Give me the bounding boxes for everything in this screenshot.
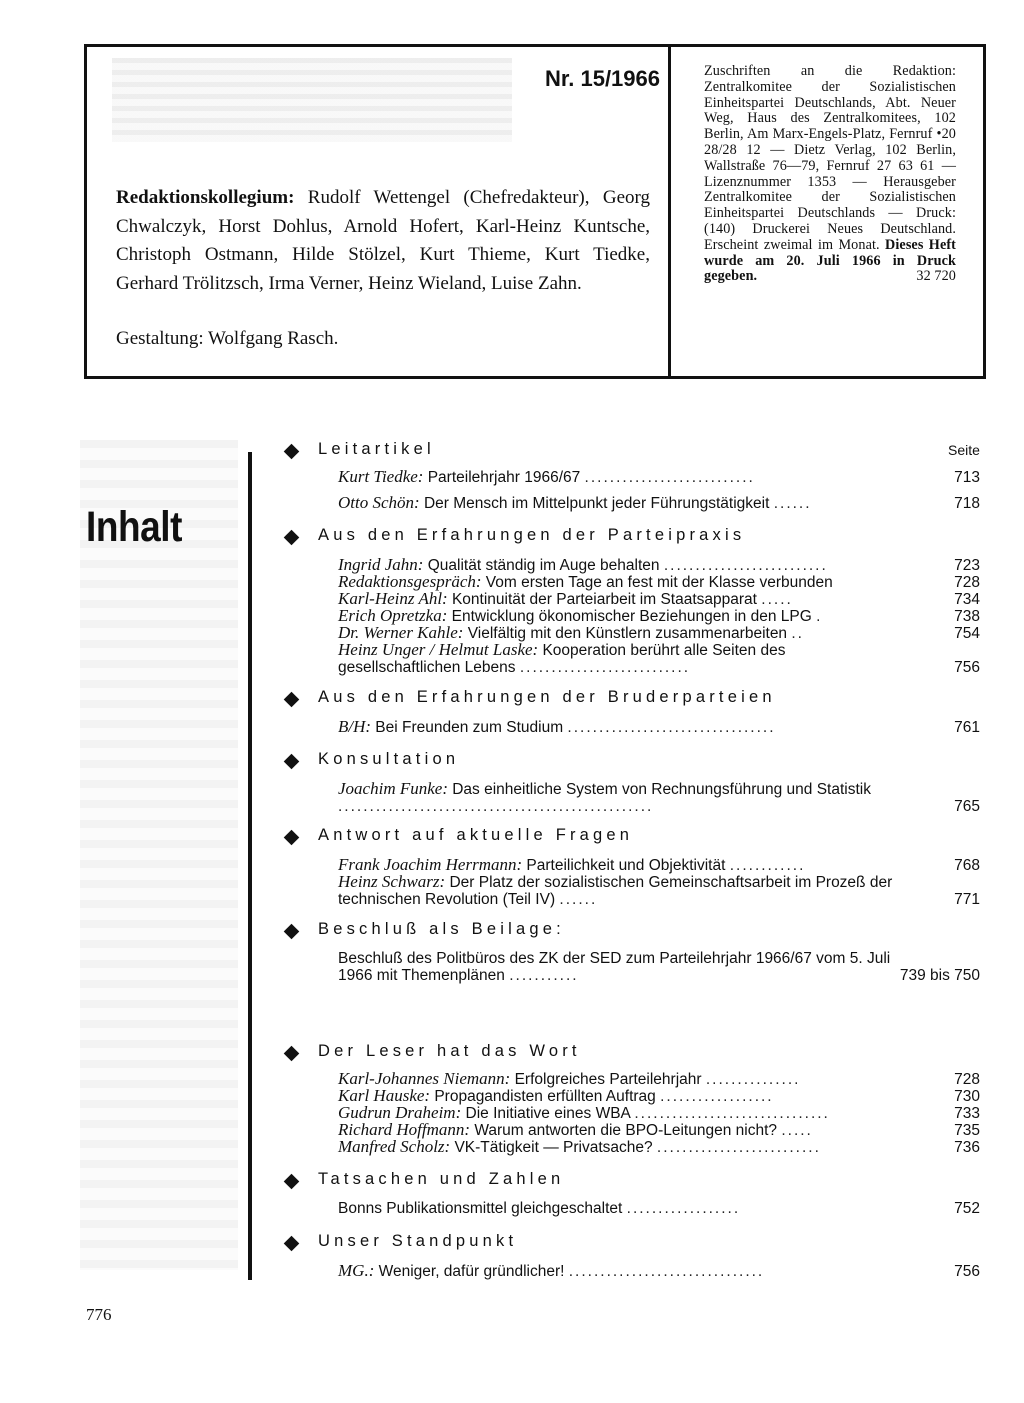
diamond-bullet-icon [284,830,300,846]
entry-page: 735 [954,1122,980,1139]
leader-dots: ...... [773,495,812,512]
entry-page: 754 [954,625,980,642]
editorial-board [116,184,650,298]
leader-dots: .................................................. [338,798,654,816]
leader-dots: ........... [509,967,579,985]
section-title: Tatsachen und Zahlen [318,1170,565,1188]
entry-title: Erfolgreiches Parteilehrjahr [514,1071,706,1088]
entry-title: VK-Tätigkeit — Privatsache? [454,1139,657,1156]
seite-label: Seite [948,442,980,458]
leader-dots: ................................. [567,719,776,736]
toc-entry[interactable] [338,467,980,486]
leader-dots: .. [791,625,804,642]
entry-title: Vom ersten Tage an fest mit der Klasse verbunden [485,574,833,591]
entry-author: B/H: [338,717,376,736]
entry-title: Entwicklung ökonomischer Beziehungen in den LPG [451,608,817,625]
entry-author: Dr. Werner Kahle: [338,623,468,642]
section-title: Aus den Erfahrungen der Bruderparteien [318,688,776,706]
diamond-bullet-icon [284,530,300,546]
diamond-bullet-icon [284,1046,300,1062]
entry-page: 771 [954,891,980,909]
diamond-bullet-icon [284,754,300,770]
entry-title: Weniger, dafür gründlicher! [378,1263,569,1280]
leader-dots: ............ [729,857,806,874]
editorial-names: Rudolf Wettengel (Chefredakteur), Georg Chwalczyk, Horst Dohlus, Arnold Hofert, Karl-Heinz Kuntsche, Christoph Ostmann, Hilde Stölzel, Kurt Thieme, Kurt Tiedke, Gerhard Trölitzsch, Irma Verner, Heinz Wieland, Luise Zahn. [116,187,650,294]
leader-dots: ............................... [634,1105,830,1122]
diamond-bullet-icon [284,1174,300,1190]
entry-title: Qualität ständig im Auge behalten [427,557,664,574]
toc-entry[interactable] [338,872,980,909]
entry-title: Das einheitliche System von Rechnungsführung und Statistik [452,781,871,798]
entry-author: Ingrid Jahn: [338,555,428,574]
leader-dots: .................. [626,1200,741,1217]
entry-page: 730 [954,1088,980,1105]
masthead-divider [668,44,671,379]
contact-print-date: Dieses Heft wurde am 20. Juli 1966 in Druck gegeben. [704,236,956,285]
toc-entry[interactable] [338,493,980,512]
entry-page: 728 [954,1071,980,1088]
entry-title: Warum antworten die BPO-Leitungen nicht? [474,1122,782,1139]
entry-author: Heinz Schwarz: [338,872,450,891]
entry-page: 723 [954,557,980,574]
diamond-bullet-icon [284,924,300,940]
entry-title: Propagandisten erfüllten Auftrag [434,1088,661,1105]
toc-vertical-rule [248,452,252,1280]
entry-author: Karl-Heinz Ahl: [338,589,452,608]
entry-author: MG.: [338,1261,379,1280]
entry-page: 736 [954,1139,980,1156]
toc-entry[interactable] [338,640,980,677]
editorial-label: Redaktionskollegium: [116,187,295,208]
faded-print-area [112,58,512,142]
entry-author: Karl Hauske: [338,1086,435,1105]
entry-title: Parteilehrjahr 1966/67 [427,469,585,486]
toc-entry[interactable] [338,779,980,816]
contact-text: Zuschriften an die Redaktion: Zentralkomitee der Sozialistischen Einheitspartei Deutschlands, Abt. Neuer Weg, Haus des Zentralkomitees, 102 Berlin, Am Marx-Engels-Platz, Fernruf •20 28/28 12 — Dietz Verlag, 102 Berlin, Wallstraße 76—79, Fernruf 27 63 61 — Lizenznummer 1353 — Herausgeber Zentralkomitee der Sozialistischen Einheitspartei Deutschlands — Druck: (140) Druckerei Neues Deutschland. Erscheint zweimal im Monat. [704,63,956,253]
entry-author: Kurt Tiedke: [338,467,428,486]
entry-title: Kooperation berührt alle Seiten des gesellschaftlichen Lebens [338,642,786,677]
entry-page: 738 [954,608,980,625]
leader-dots: ........................... [584,469,755,486]
entry-author: Otto Schön: [338,493,424,512]
entry-author: Frank Joachim Herrmann: [338,855,527,874]
diamond-bullet-icon [284,444,300,460]
entry-title: Kontinuität der Parteiarbeit im Staatsapparat [451,591,762,608]
leader-dots: ........................... [519,659,691,677]
entry-author: Richard Hoffmann: [338,1120,475,1139]
entry-page: 728 [954,574,980,591]
entry-title: Der Mensch im Mittelpunkt jeder Führungstätigkeit [423,495,774,512]
design-credit: Gestaltung: Wolfgang Rasch. [116,328,339,349]
entry-title: Der Platz der sozialistischen Gemeinschaftsarbeit im Prozeß der technischen Revolution (Teil IV) [338,874,893,909]
toc-entry[interactable] [338,1137,980,1156]
toc-title: Inhalt [86,503,183,551]
entry-title: Bonns Publikationsmittel gleichgeschaltet [338,1200,627,1217]
section-title: Antwort auf aktuelle Fragen [318,826,634,844]
entry-title: Parteilichkeit und Objektivität [526,857,730,874]
entry-title: Vielfältig mit den Künstlern zusammenarbeiten [467,625,792,642]
toc-entry[interactable] [338,1200,980,1217]
entry-page: 761 [954,719,980,736]
entry-author: Karl-Johannes Niemann: [338,1069,515,1088]
entry-page: 765 [954,798,980,816]
entry-page: 733 [954,1105,980,1122]
issue-number: Nr. 15/1966 [545,66,660,91]
contact-info [704,64,956,285]
toc-entry[interactable] [338,717,980,736]
leader-dots: ............... [705,1071,801,1088]
leader-dots: . [816,608,823,625]
leader-dots: .................. [660,1088,774,1105]
section-title: Aus den Erfahrungen der Parteipraxis [318,526,746,544]
section-title: Der Leser hat das Wort [318,1042,581,1060]
leader-dots: ............................... [568,1263,765,1280]
entry-page: 768 [954,857,980,874]
leader-dots: ..... [761,591,793,608]
entry-page: 752 [954,1200,980,1217]
diamond-bullet-icon [284,1236,300,1252]
entry-page: 718 [954,495,980,512]
leader-dots: ..... [781,1122,813,1139]
entry-author: Heinz Unger / Helmut Laske: [338,640,543,659]
contact-ref: 32 720 [916,268,956,285]
leader-dots: ...... [559,891,598,909]
entry-page: 713 [954,469,980,486]
entry-author: Joachim Funke: [338,779,453,798]
page-number: 776 [86,1305,112,1324]
entry-author: Gudrun Draheim: [338,1103,466,1122]
leader-dots: .......................... [663,557,828,574]
entry-author: Erich Opretzka: [338,606,452,625]
entry-page: 739 bis 750 [899,967,980,985]
entry-title: Die Initiative eines WBA [465,1105,635,1122]
leader-dots: .......................... [656,1139,821,1156]
toc-entry[interactable] [338,1261,980,1280]
entry-title: Bei Freunden zum Studium [375,719,568,736]
toc-entry[interactable] [338,950,980,985]
entry-author: Manfred Scholz: [338,1137,455,1156]
entry-author: Redaktionsgespräch: [338,572,486,591]
entry-page: 756 [954,659,980,677]
section-title: Unser Standpunkt [318,1232,518,1250]
inhalt-background [80,440,238,1270]
entry-page: 734 [954,591,980,608]
entry-page: 756 [954,1263,980,1280]
section-title: Konsultation [318,750,460,768]
diamond-bullet-icon [284,692,300,708]
entry-title: Beschluß des Politbüros des ZK der SED zum Parteilehrjahr 1966/67 vom 5. Juli 1966 mit Themenplänen [338,950,891,985]
section-title: Leitartikel [318,440,435,458]
section-title: Beschluß als Beilage: [318,920,565,938]
